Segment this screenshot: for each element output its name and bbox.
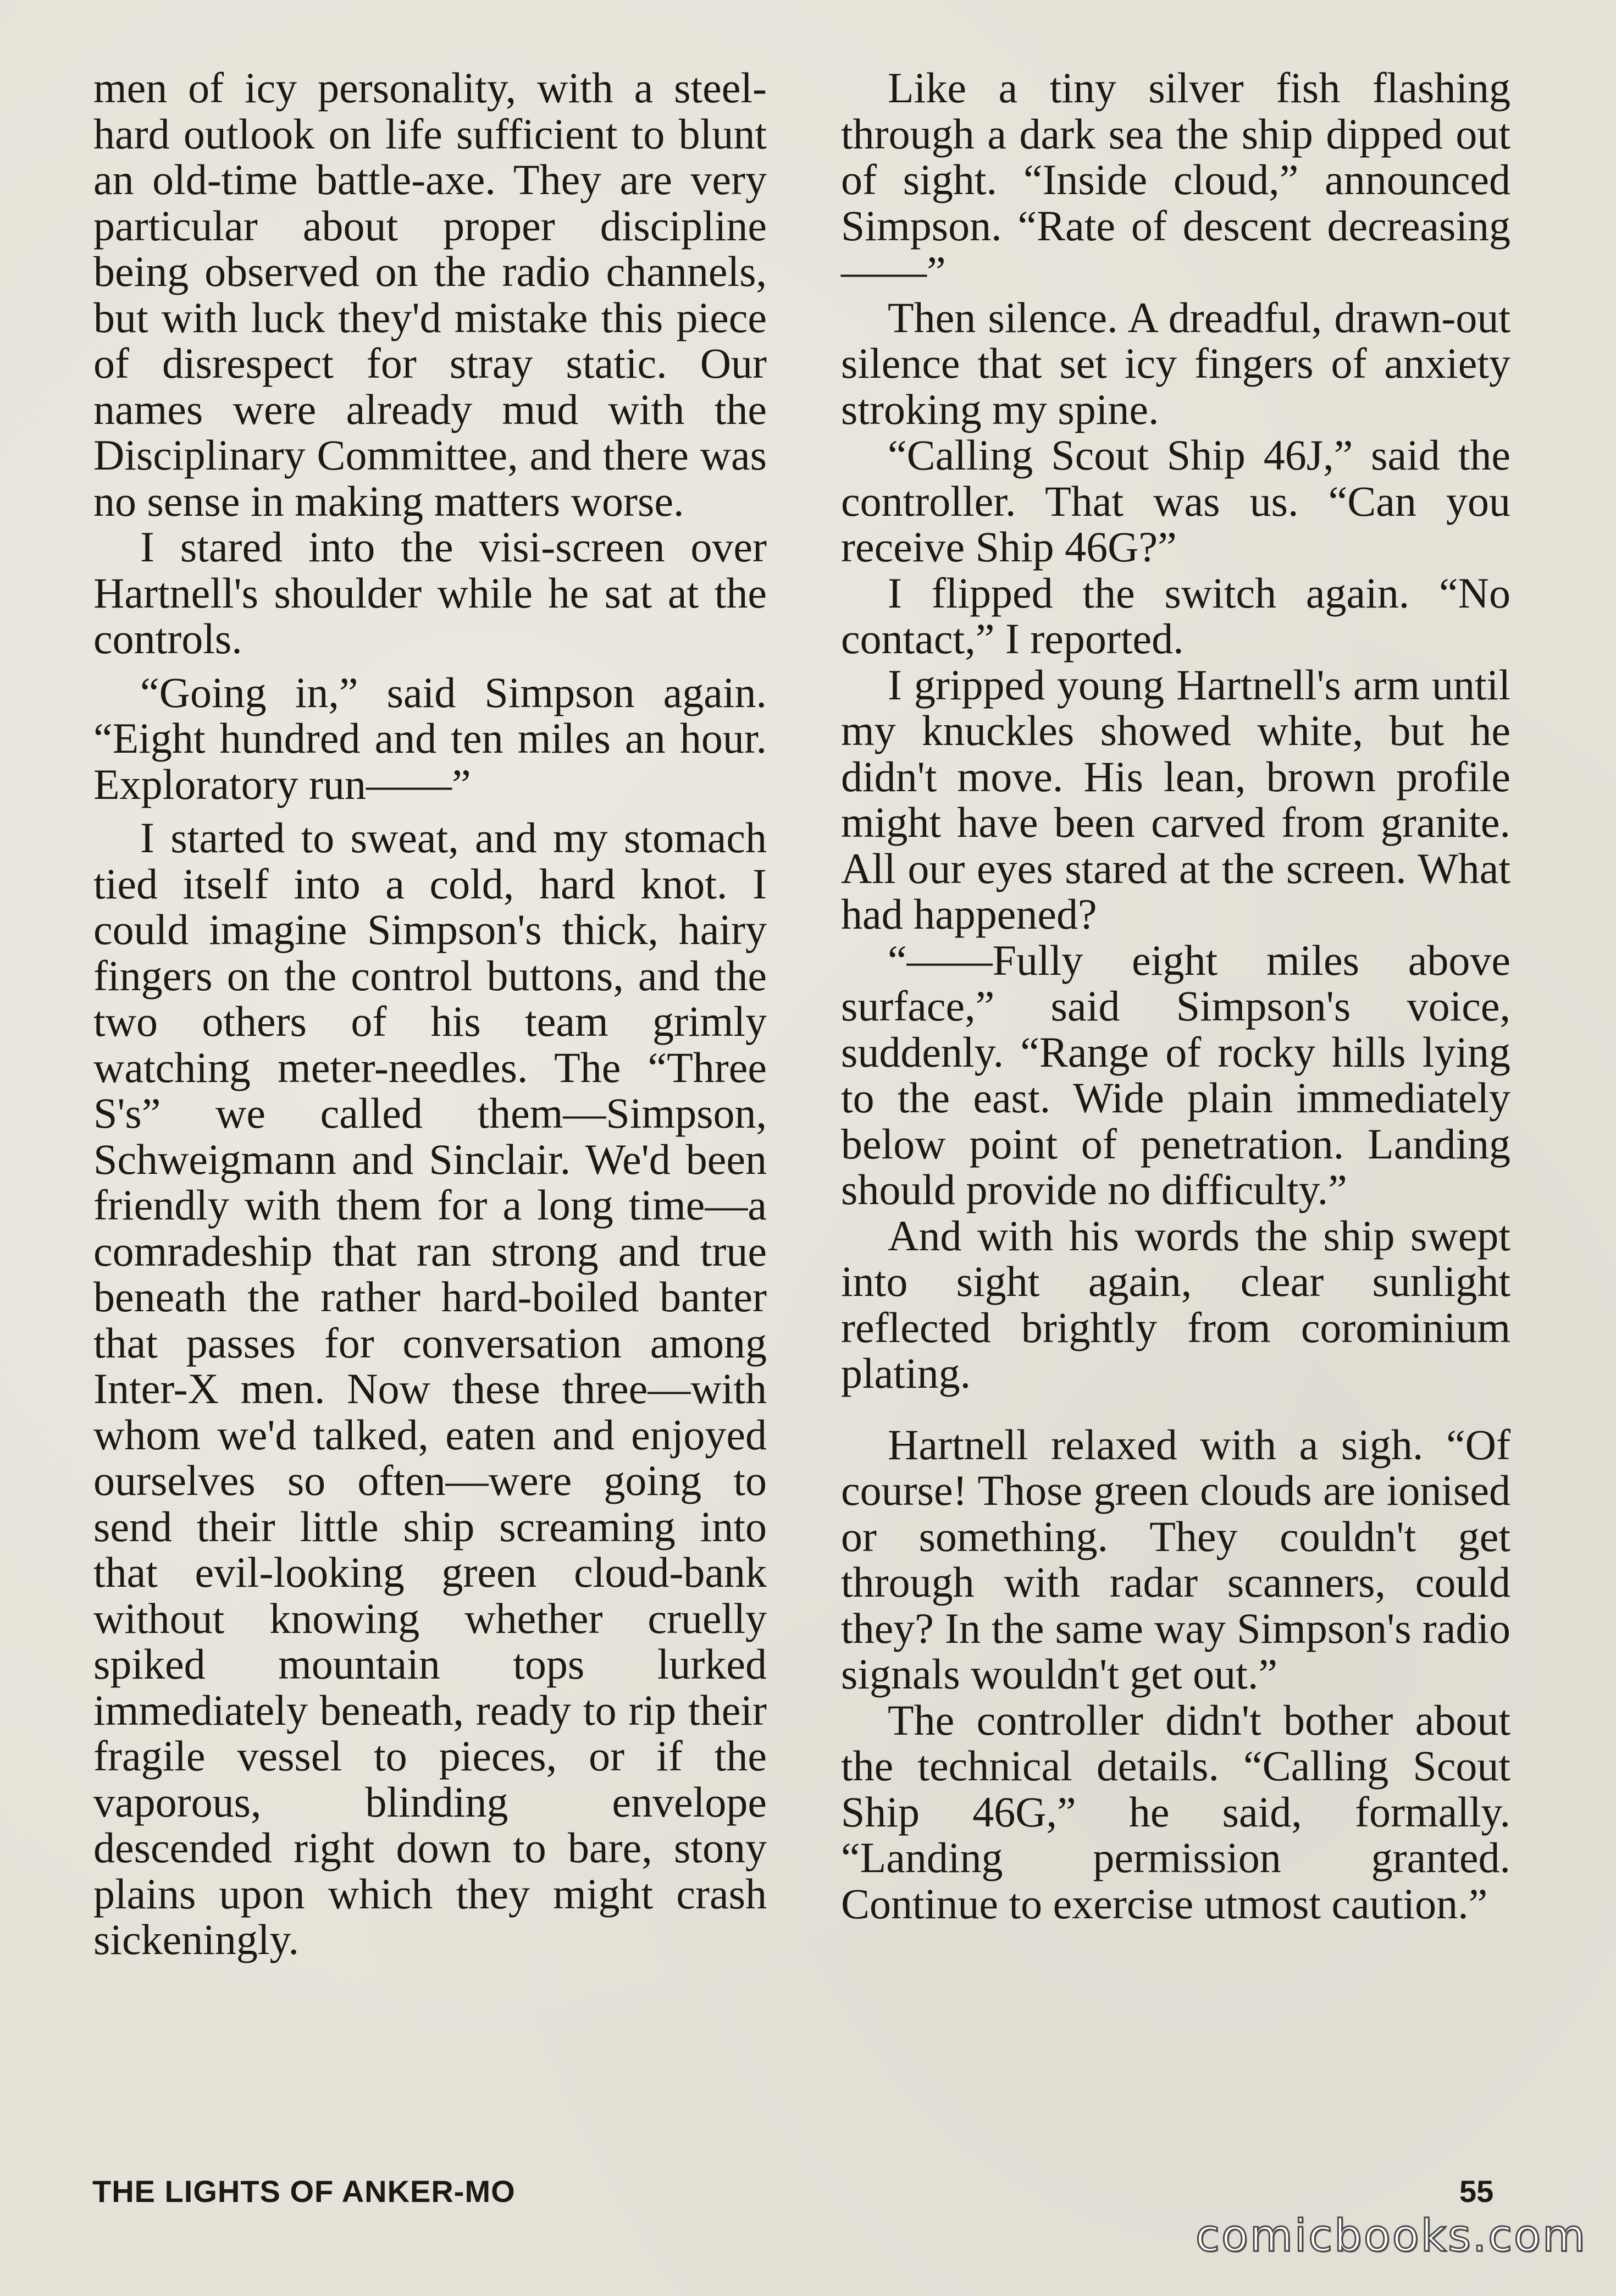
paragraph: Hartnell relaxed with a sigh. “Of course! Those green clouds are ionised or something. They couldn't get through with radar scanners, could they? In the same way Simpson's radio signals wouldn't get out.” — [841, 1420, 1510, 1698]
paragraph: Like a tiny silver fish flashing through a dark sea the ship dipped out of sight. “Inside cloud,” announced Simpson. “Rate of descent decreasing——” — [841, 64, 1510, 295]
paragraph: The controller didn't bother about the technical details. “Calling Scout Ship 46G,” he said, formally. “Landing permission granted. Continue to exercise utmost caution.” — [841, 1696, 1510, 1928]
site-watermark: comicbooks.com — [1196, 2210, 1587, 2261]
paragraph: men of icy personality, with a steel-hard outlook on life sufficient to blunt an old-time battle-axe. They are very particular about proper discipline being observed on the radio channels, but with luck they'd mistake this piece of disrespect for stray static. Our names were already mud with the Disciplinary Committee, and there was no sense in making matters worse. — [93, 64, 767, 525]
running-footer-title: THE LIGHTS OF ANKER-MO — [92, 2174, 516, 2209]
paragraph: “Calling Scout Ship 46J,” said the controller. That was us. “Can you receive Ship 46G?” — [841, 431, 1510, 571]
paragraph: I gripped young Hartnell's arm until my knuckles showed white, but he didn't move. His lean, brown profile might have been carved from granite. All our eyes stared at the screen. What had happened? — [841, 660, 1510, 938]
paragraph: “——Fully eight miles above surface,” said Simpson's voice, suddenly. “Range of rocky hills lying to the east. Wide plain immediately below point of penetration. Landing should provide no difficulty.” — [841, 936, 1510, 1213]
paragraph: Then silence. A dreadful, drawn-out silence that set icy fingers of anxiety stroking my spine. — [841, 293, 1510, 433]
right-text-column — [841, 65, 1510, 1927]
page-number: 55 — [1459, 2174, 1494, 2209]
paragraph: I started to sweat, and my stomach tied itself into a cold, hard knot. I could imagine Simpson's thick, hairy fingers on the control buttons, and the two others of his team grimly watching meter-needles. The “Three S's” we called them—Simpson, Schweigmann and Sinclair. We'd been friendly with them for a long time—a comradeship that ran strong and true beneath the rather hard-boiled banter that passes for conversation among Inter-X men. Now these three—with whom we'd talked, eaten and enjoyed ourselves so often—were going to send their little ship screaming into that evil-looking green cloud-bank without knowing whether cruelly spiked mountain tops lurked immediately beneath, ready to rip their fragile vessel to pieces, or if the vaporous, blinding envelope descended right down to bare, stony plains upon which they might crash sickeningly. — [93, 814, 767, 1963]
left-text-column — [93, 65, 767, 1963]
paragraph: “Going in,” said Simpson again. “Eight hundred and ten miles an hour. Exploratory run——” — [93, 668, 767, 808]
paragraph: I stared into the visi-screen over Hartnell's shoulder while he sat at the controls. — [93, 523, 767, 663]
paragraph: I flipped the switch again. “No contact,” I reported. — [841, 569, 1510, 663]
paragraph: And with his words the ship swept into sight again, clear sunlight reflected brightly from corominium plating. — [841, 1211, 1510, 1397]
